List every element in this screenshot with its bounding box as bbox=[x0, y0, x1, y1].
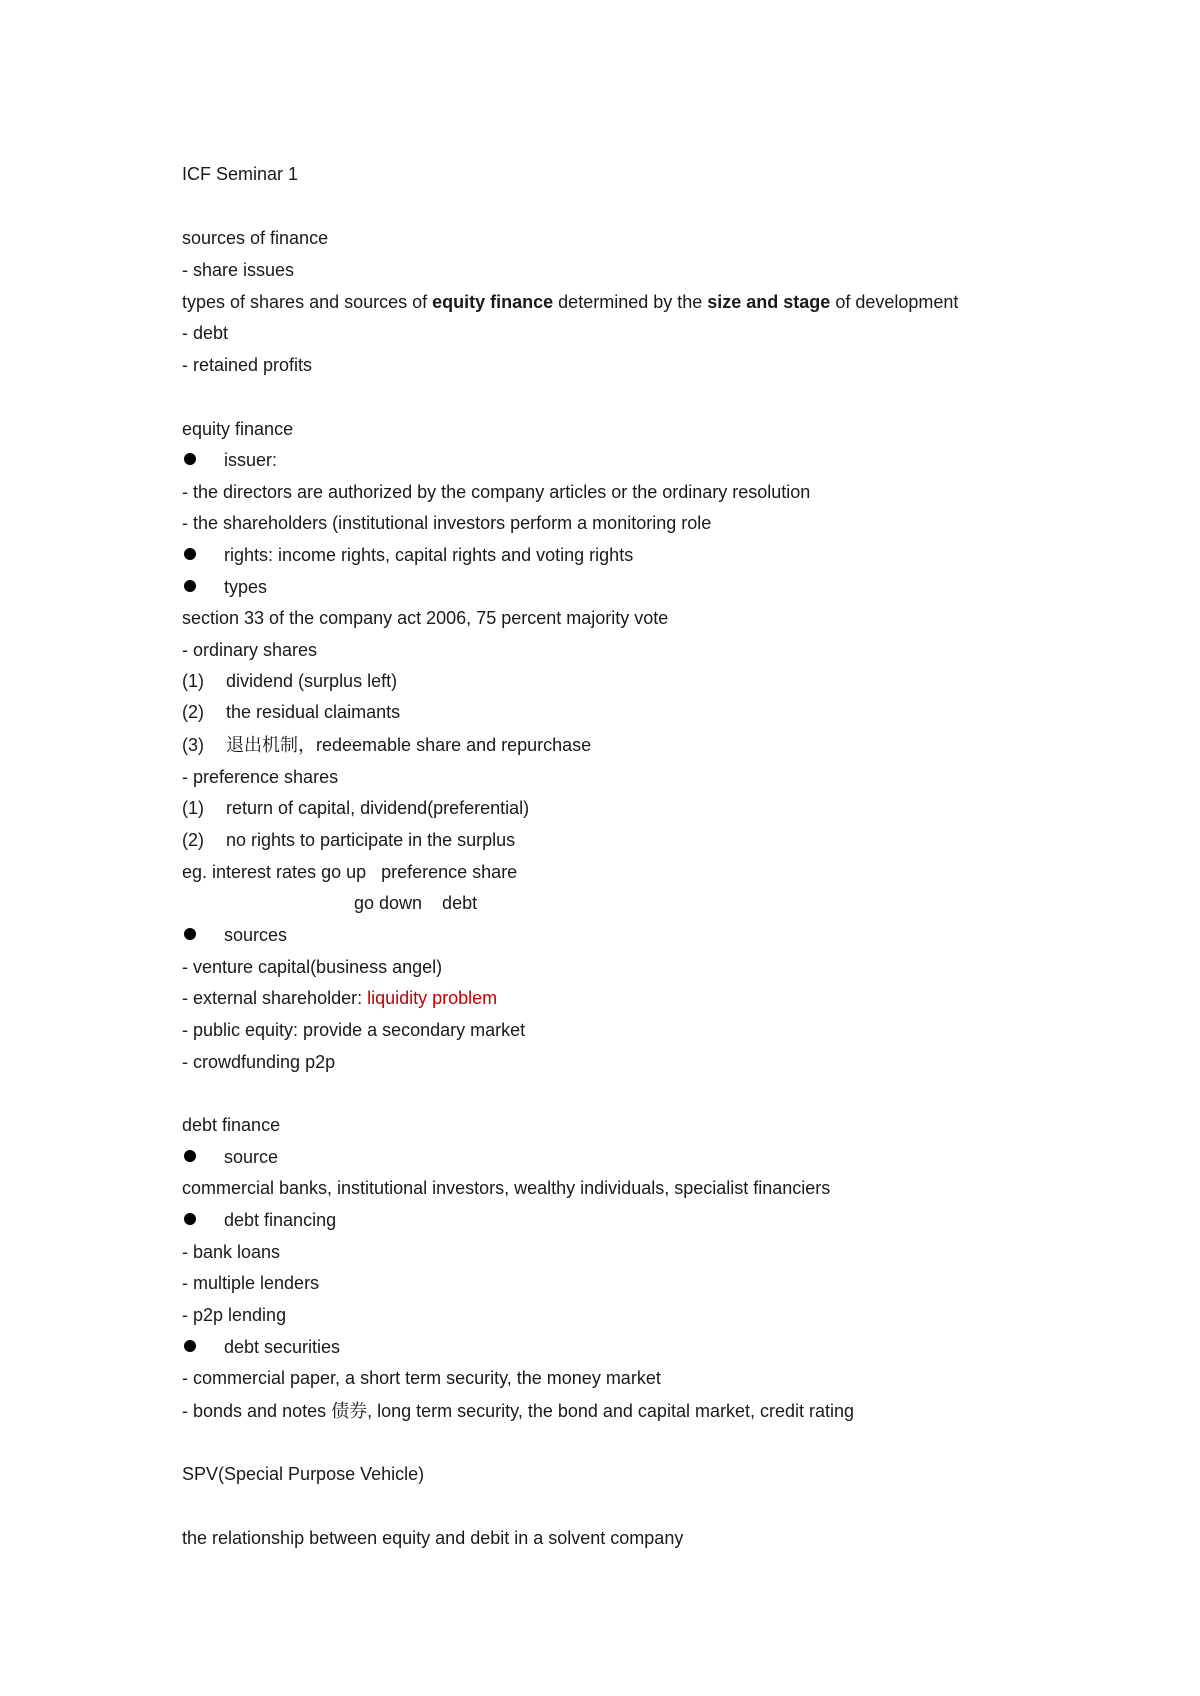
preference-item-2: no rights to participate in the surplus bbox=[226, 830, 516, 850]
securities-commercial-paper: - commercial paper, a short term security, the money market bbox=[182, 1368, 661, 1388]
source-crowdfunding: - crowdfunding p2p bbox=[182, 1052, 336, 1072]
relationship-line: the relationship between equity and debit in a solvent company bbox=[182, 1528, 684, 1548]
financing-multiple-lenders: - multiple lenders bbox=[182, 1273, 320, 1293]
financing-p2p-lending: - p2p lending bbox=[182, 1305, 287, 1325]
liquidity-problem-highlight: liquidity problem bbox=[367, 988, 498, 1008]
bullet-icon bbox=[184, 580, 196, 592]
ordinary-item-1: dividend (surplus left) bbox=[226, 671, 398, 691]
bullet-icon bbox=[184, 928, 196, 940]
equity-heading: equity finance bbox=[182, 419, 294, 439]
bold-equity-finance: equity finance bbox=[432, 292, 554, 312]
issuer-directors: - the directors are authorized by the company articles or the ordinary resolution bbox=[182, 482, 811, 502]
bullet-icon bbox=[184, 1150, 196, 1162]
preference-item-1: return of capital, dividend(preferential) bbox=[226, 798, 530, 818]
bold-size-and-stage: size and stage bbox=[707, 292, 831, 312]
sources-item-share-issues: - share issues bbox=[182, 260, 295, 280]
bullet-sources: sources bbox=[224, 925, 288, 945]
sources-item-debt: - debt bbox=[182, 323, 229, 343]
issuer-shareholders: - the shareholders (institutional investors perform a monitoring role bbox=[182, 513, 712, 533]
list-number: (3) bbox=[182, 735, 204, 755]
preference-shares: - preference shares bbox=[182, 767, 339, 787]
sources-heading: sources of finance bbox=[182, 228, 329, 248]
list-number: (1) bbox=[182, 798, 204, 818]
securities-bonds-notes: - bonds and notes 债券, long term security, the bond and capital market, credit rating bbox=[182, 1401, 855, 1421]
source-public-equity: - public equity: provide a secondary market bbox=[182, 1020, 526, 1040]
ordinary-item-2: the residual claimants bbox=[226, 702, 401, 722]
financing-bank-loans: - bank loans bbox=[182, 1242, 281, 1262]
list-number: (1) bbox=[182, 671, 204, 691]
source-external-shareholder: - external shareholder: liquidity problem bbox=[182, 988, 498, 1008]
ordinary-item-3: 退出机制，redeemable share and repurchase bbox=[226, 735, 592, 755]
bullet-debt-securities: debt securities bbox=[224, 1337, 341, 1357]
bullet-issuer: issuer: bbox=[224, 450, 278, 470]
debt-heading: debt finance bbox=[182, 1115, 281, 1135]
sources-item-retained-profits: - retained profits bbox=[182, 355, 313, 375]
list-number: (2) bbox=[182, 830, 204, 850]
bullet-debt-financing: debt financing bbox=[224, 1210, 337, 1230]
ordinary-shares: - ordinary shares bbox=[182, 640, 318, 660]
sources-types-line: types of shares and sources of equity finance determined by the size and stage of development bbox=[182, 292, 959, 312]
bullet-icon bbox=[184, 1213, 196, 1225]
bullet-icon bbox=[184, 548, 196, 560]
bullet-icon bbox=[184, 453, 196, 465]
bullet-icon bbox=[184, 1340, 196, 1352]
spv-heading: SPV(Special Purpose Vehicle) bbox=[182, 1464, 425, 1484]
list-number: (2) bbox=[182, 702, 204, 722]
debt-source-text: commercial banks, institutional investors, wealthy individuals, specialist financiers bbox=[182, 1178, 831, 1198]
example-line-2: go down debt bbox=[354, 893, 478, 913]
bullet-rights: rights: income rights, capital rights and voting rights bbox=[224, 545, 634, 565]
example-line-1: eg. interest rates go up preference share bbox=[182, 862, 518, 882]
section-33-line: section 33 of the company act 2006, 75 percent majority vote bbox=[182, 608, 669, 628]
bullet-types: types bbox=[224, 577, 268, 597]
document-title: ICF Seminar 1 bbox=[182, 164, 299, 184]
source-venture-capital: - venture capital(business angel) bbox=[182, 957, 443, 977]
bullet-source: source bbox=[224, 1147, 279, 1167]
